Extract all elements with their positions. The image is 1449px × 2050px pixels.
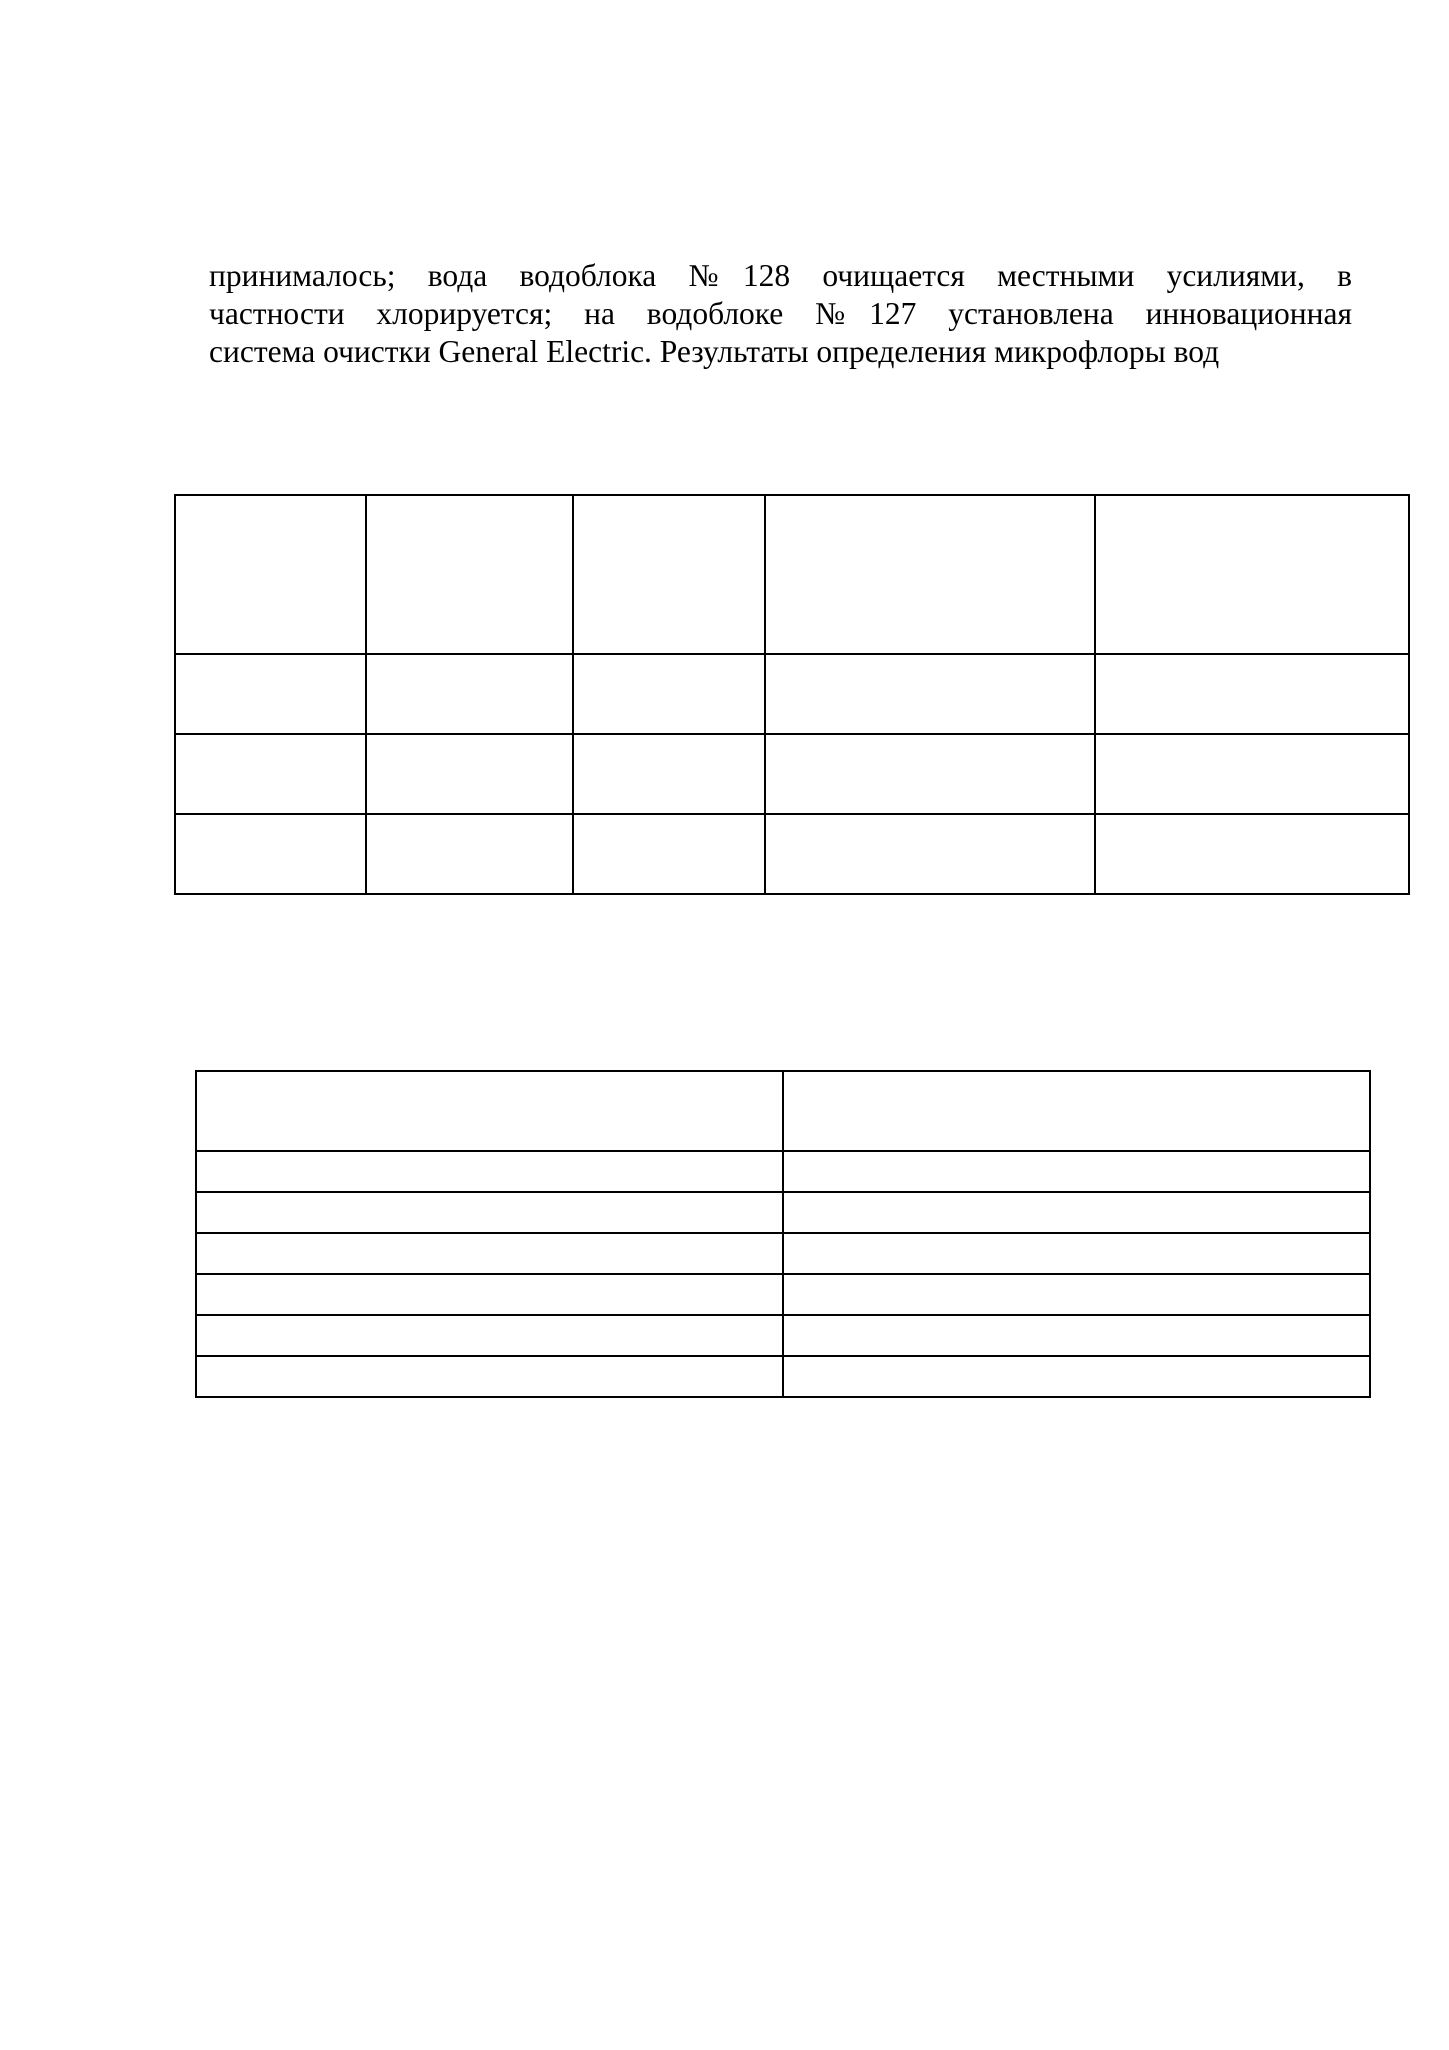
table2-cell (783, 1151, 1370, 1192)
table2-cell (196, 1315, 783, 1356)
results-table-1 (174, 494, 1410, 895)
table1-cell (175, 734, 366, 814)
table2-header-row (196, 1071, 1370, 1151)
paragraph-line-3: система очистки General Electric. Результаты определения микрофлоры вод (209, 334, 1220, 369)
table1-cell (573, 734, 765, 814)
table2-cell (196, 1356, 783, 1397)
table1-cell (765, 734, 1095, 814)
table1-cell (765, 814, 1095, 894)
paragraph-line-1: принималось; вода водоблока №128 очищается местными усилиями, в (209, 258, 1352, 293)
table1-cell (1095, 654, 1409, 734)
table1-cell (573, 814, 765, 894)
table2-cell (196, 1192, 783, 1233)
table1-cell (1095, 495, 1409, 654)
table1-cell (366, 654, 573, 734)
table2-cell (196, 1274, 783, 1315)
table1-row (175, 814, 1409, 894)
results-table-2 (195, 1070, 1371, 1398)
table1-header-row (175, 495, 1409, 654)
table2-cell (783, 1356, 1370, 1397)
table1-cell (573, 654, 765, 734)
table1-cell (765, 495, 1095, 654)
table2-cell (196, 1151, 783, 1192)
table1-cell (765, 654, 1095, 734)
body-paragraph (209, 257, 1352, 371)
table2-cell (196, 1071, 783, 1151)
table2-cell (783, 1274, 1370, 1315)
table2-row (196, 1233, 1370, 1274)
table2-cell (196, 1233, 783, 1274)
table1-cell (366, 814, 573, 894)
table2-cell (783, 1192, 1370, 1233)
table1-cell (366, 734, 573, 814)
table2-cell (783, 1233, 1370, 1274)
paragraph-line-2: частности хлорируется; на водоблоке №127 установлена инновационная (209, 296, 1352, 331)
table2-row (196, 1274, 1370, 1315)
table2-row (196, 1151, 1370, 1192)
table1-row (175, 654, 1409, 734)
table2-row (196, 1192, 1370, 1233)
table1-row (175, 734, 1409, 814)
table2-row (196, 1356, 1370, 1397)
table2-cell (783, 1071, 1370, 1151)
table1-cell (175, 495, 366, 654)
table1-cell (1095, 814, 1409, 894)
table1-cell (366, 495, 573, 654)
table1-cell (573, 495, 765, 654)
table1-cell (1095, 734, 1409, 814)
table2-cell (783, 1315, 1370, 1356)
table1-cell (175, 654, 366, 734)
table1-cell (175, 814, 366, 894)
table2-row (196, 1315, 1370, 1356)
